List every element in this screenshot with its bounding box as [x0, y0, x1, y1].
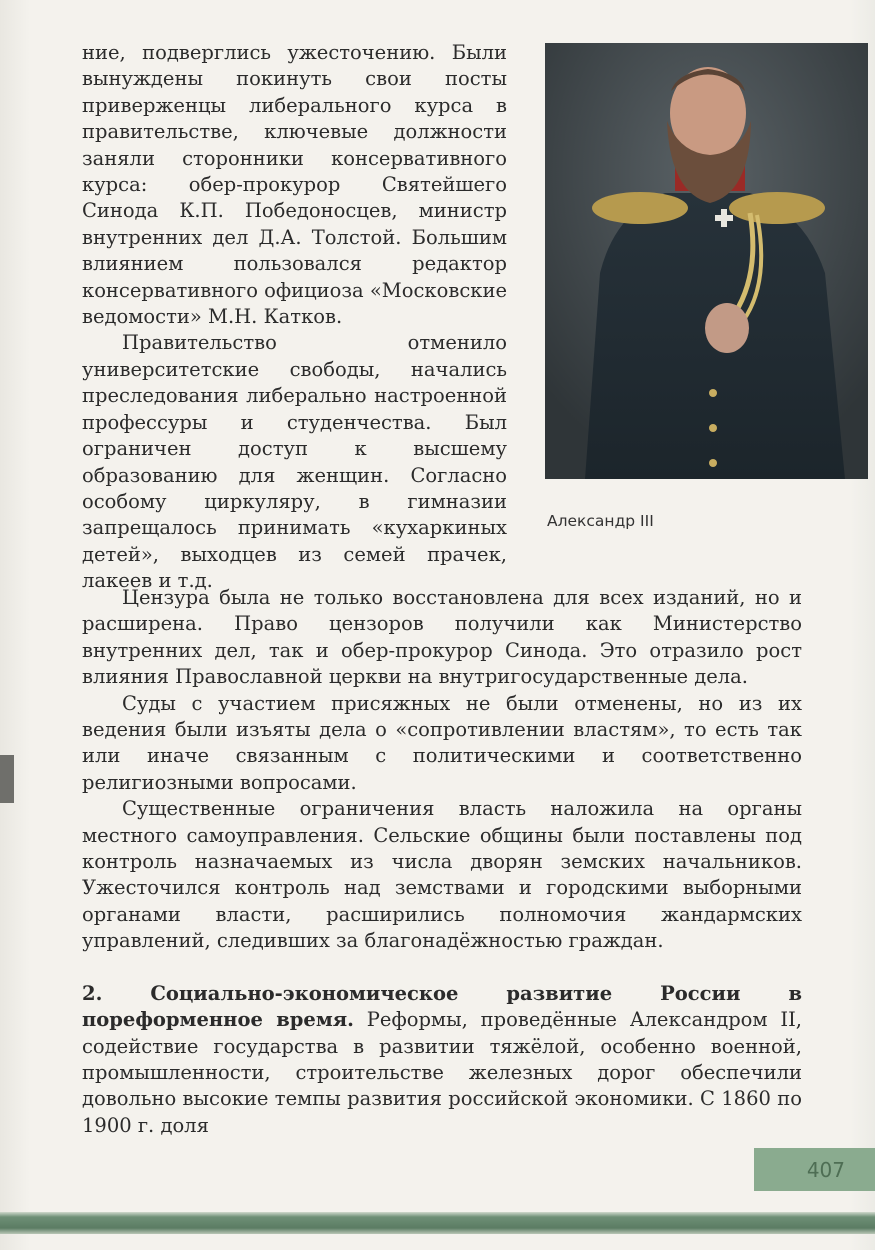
paragraph-self-government: Существенные ограничения власть наложила на органы местного самоуправления. Сельские общины были поставлены под контроль назначаемых из числа дворян земских начальников. Ужесточился контроль над земствами и городскими выборными органами власти, расширились полномочия жандармских управлений, следивших за благонадёжностью граждан. — [82, 797, 802, 953]
bottom-decorative-band — [0, 1212, 875, 1234]
portrait-alexander-iii — [545, 43, 868, 479]
photo-caption: Александр III — [547, 512, 654, 530]
paragraph-universities: Правительство отменило университетские свободы, начались преследования либерально настроенной профессуры и студенчества. Был ограничен доступ к высшему образованию для женщин. Согласно особому циркуляру, в гимназии запрещалось принимать «кухаркиных детей», выходцев из семей прачек, лакеев и т.д. — [82, 331, 507, 593]
portrait-photo — [545, 43, 868, 479]
text-column — [82, 40, 507, 595]
paragraph-courts: Суды с участием присяжных не были отменены, но из их ведения были изъяты дела о «сопротивлении властям», то есть так или иначе связанным с политическими и соответственно религиозными вопросами. — [82, 691, 802, 794]
page-edge-marker — [0, 755, 14, 803]
paragraph-ministers: ние, подверглись ужесточению. Были вынуждены покинуть свои посты приверженцы либерального курса в правительстве, ключевые должности заняли сторонники консервативного курса: обер-прокурор Святейшего Синода К.П. Победоносцев, министр внутренних дел Д.А. Толстой. Большим влиянием пользовался редактор консервативного официоза «Московские ведомости» М.Н. Катков. — [82, 41, 507, 329]
section-text: Реформы, проведённые Александром II, содействие государства в развитии тяжёлой, особенно военной, промышленности, строительстве железных дорог обеспечили довольно высокие темпы развития российской экономики. С 1860 по 1900 г. доля — [82, 1008, 803, 1137]
paragraph-censorship: Цензура была не только восстановлена для всех изданий, но и расширена. Право цензоров получили как Министерство внутренних дел, так и обер-прокурор Синода. Это отразило рост влияния Православной церкви на внутригосударственные дела. — [82, 586, 802, 689]
section-heading: 2. Социально-экономическое развитие России в пореформенное время. — [82, 981, 802, 1032]
full-width-text — [82, 585, 802, 1139]
page-number-tab — [754, 1148, 875, 1191]
page-number: 407 — [806, 1157, 845, 1182]
section-paragraph — [82, 981, 802, 1139]
